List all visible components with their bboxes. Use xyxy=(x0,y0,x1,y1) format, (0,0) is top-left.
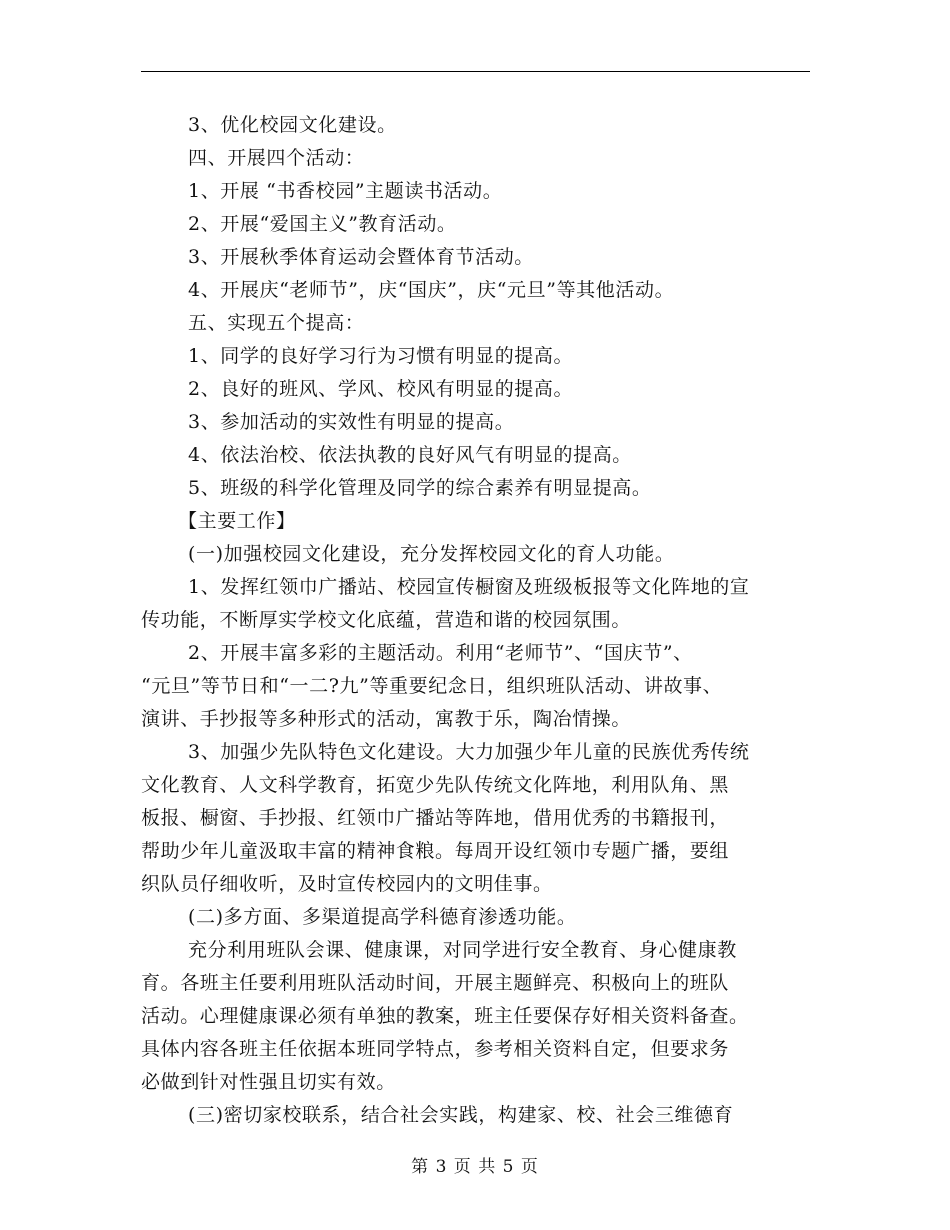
list-item: 3、开展秋季体育运动会暨体育节活动。 xyxy=(188,246,534,268)
paragraph-line: “元旦”等节日和“一二?九”等重要纪念日，组织班队活动、讲故事、 xyxy=(141,675,723,697)
list-item: 4、依法治校、依法执教的良好风气有明显的提高。 xyxy=(188,444,632,466)
page-footer: 第 3 页 共 5 页 xyxy=(411,1157,539,1177)
paragraph-line: 帮助少年儿童汲取丰富的精神食粮。每周开设红领巾专题广播，要组 xyxy=(141,840,730,862)
paragraph-line: 2、开展丰富多彩的主题活动。利用“老师节”、“国庆节”、 xyxy=(188,642,693,664)
paragraph-line: 文化教育、人文科学教育，拓宽少先队传统文化阵地，利用队角、黑 xyxy=(141,774,730,796)
list-item: 2、开展“爱国主义”教育活动。 xyxy=(188,213,457,235)
paragraph-line: 具体内容各班主任依据本班同学特点，参考相关资料自定，但要求务 xyxy=(141,1038,730,1060)
section-heading: 五、实现五个提高： xyxy=(188,312,365,334)
paragraph-line: 传功能，不断厚实学校文化底蕴，营造和谐的校园氛围。 xyxy=(141,609,632,631)
document-body xyxy=(141,109,821,1132)
paragraph-line: 必做到针对性强且切实有效。 xyxy=(141,1071,396,1093)
paragraph-line: 充分利用班队会课、健康课，对同学进行安全教育、身心健康教 xyxy=(188,939,737,961)
paragraph-line: 板报、橱窗、手抄报、红领巾广播站等阵地，借用优秀的书籍报刊， xyxy=(141,807,730,829)
section-heading: 【主要工作】 xyxy=(178,510,296,532)
list-item: 5、班级的科学化管理及同学的综合素养有明显提高。 xyxy=(188,477,652,499)
list-item: 1、同学的良好学习行为习惯有明显的提高。 xyxy=(188,345,574,367)
list-item: 3、参加活动的实效性有明显的提高。 xyxy=(188,411,515,433)
paragraph-line: 织队员仔细收听，及时宣传校园内的文明佳事。 xyxy=(141,873,553,895)
list-item: 4、开展庆“老师节”，庆“国庆”，庆“元旦”等其他活动。 xyxy=(188,279,675,301)
list-item: 1、开展 “书香校园”主题读书活动。 xyxy=(188,180,503,202)
paragraph-line: 演讲、手抄报等多种形式的活动，寓教于乐，陶冶情操。 xyxy=(141,708,632,730)
header-rule xyxy=(141,71,810,72)
subsection-heading: (一)加强校园文化建设，充分发挥校园文化的育人功能。 xyxy=(188,543,675,565)
subsection-heading: (二)多方面、多渠道提高学科德育渗透功能。 xyxy=(188,906,577,928)
paragraph-line: 3、加强少先队特色文化建设。大力加强少年儿童的民族优秀传统 xyxy=(188,741,750,763)
list-item: 2、良好的班风、学风、校风有明显的提高。 xyxy=(188,378,574,400)
paragraph-line: 1、发挥红领巾广播站、校园宣传橱窗及班级板报等文化阵地的宣 xyxy=(188,576,750,598)
text-line: 3、优化校园文化建设。 xyxy=(188,114,397,136)
paragraph-line: 育。各班主任要利用班队活动时间，开展主题鲜亮、积极向上的班队 xyxy=(141,972,730,994)
section-heading: 四、开展四个活动： xyxy=(188,147,365,169)
paragraph-line: 活动。心理健康课必须有单独的教案，班主任要保存好相关资料备查。 xyxy=(141,1005,749,1027)
subsection-heading: (三)密切家校联系，结合社会实践，构建家、校、社会三维德育 xyxy=(188,1104,734,1126)
